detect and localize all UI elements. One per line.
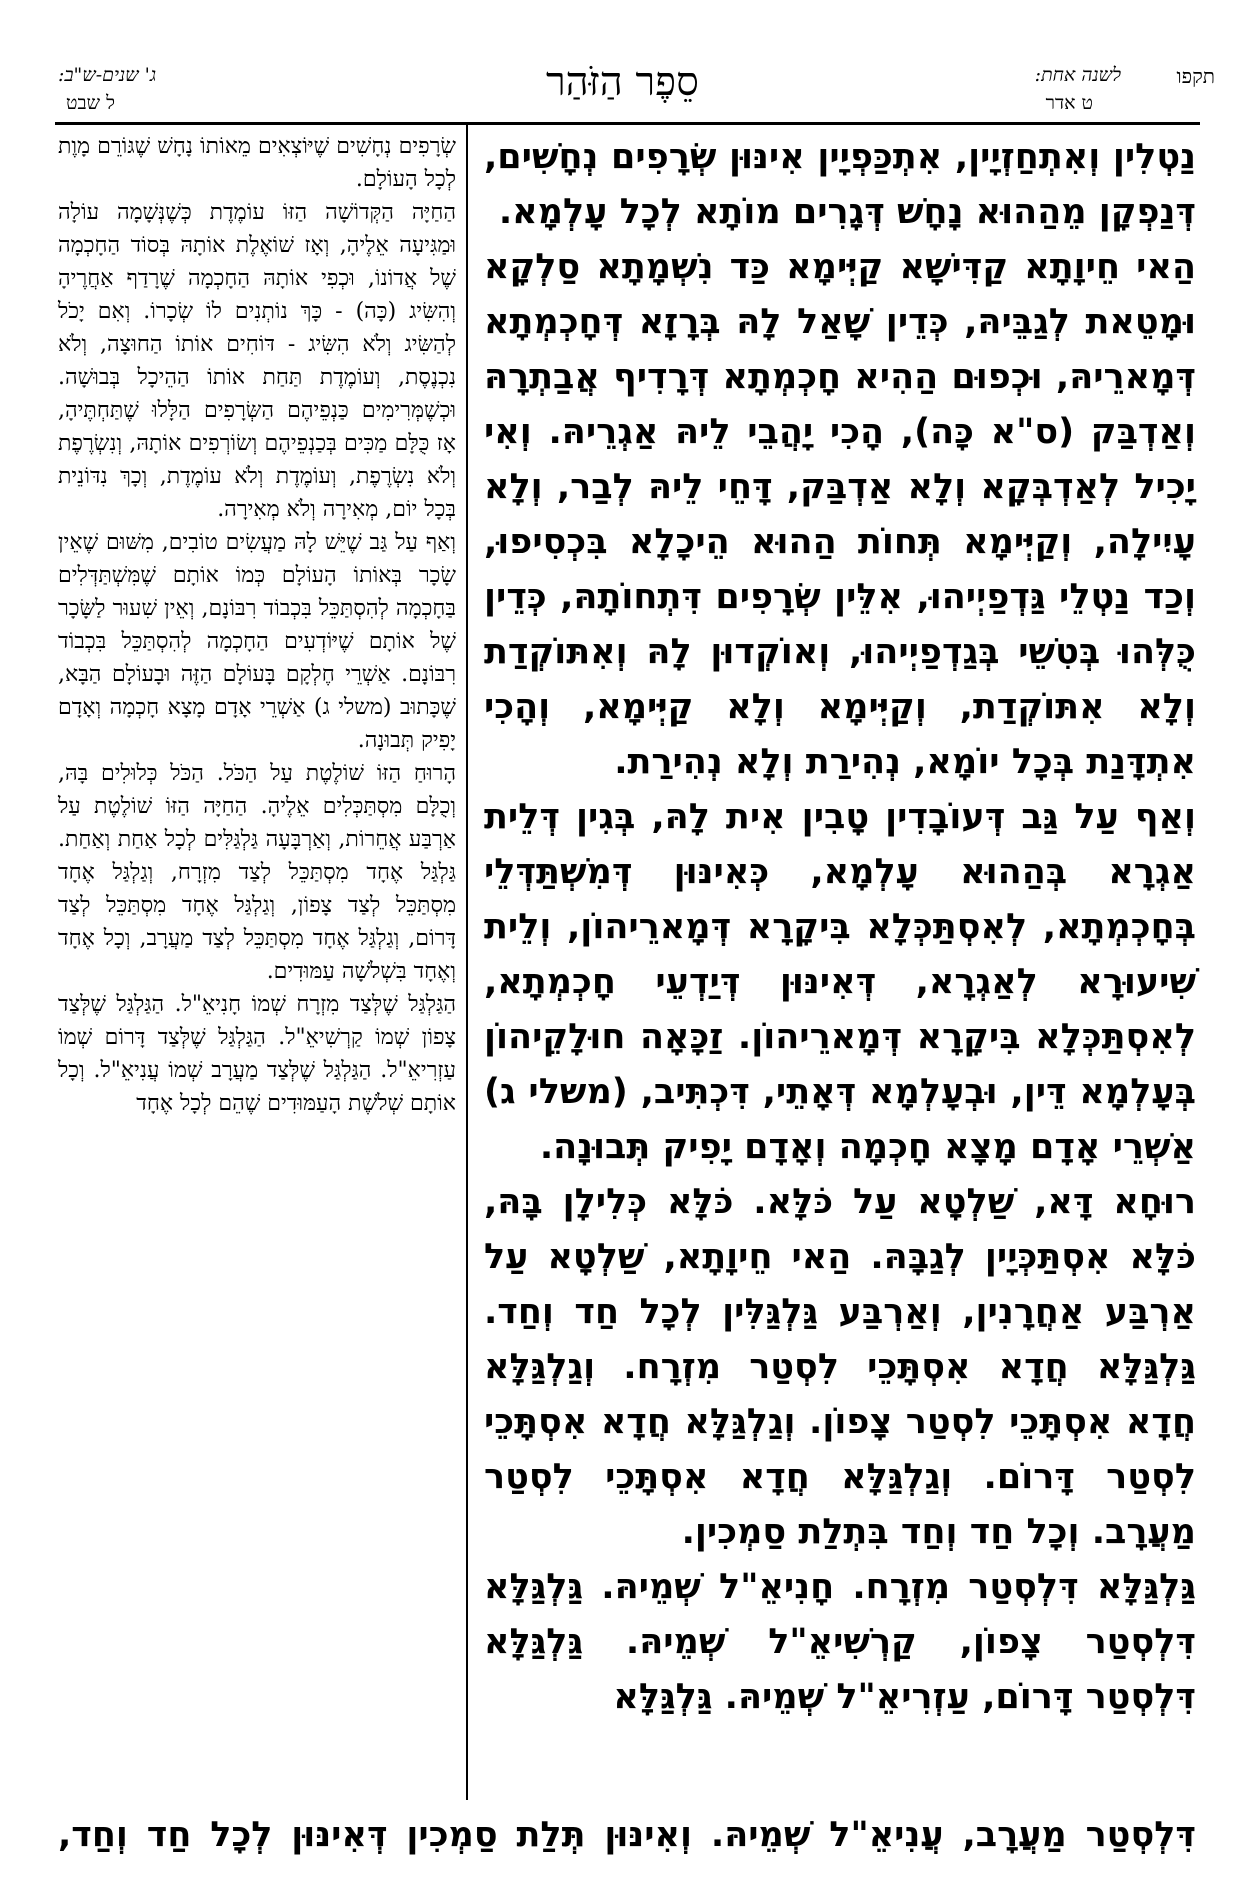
- paragraph: הָרוּחַ הַזּוֹ שׁוֹלֶטֶת עַל הַכֹּל. הַכֹּל כְּלוּלִים בָּהּ, וְכֻלָּם מִסְתַּכְּלִים אֵלֶיהָ. הַחַיָּה הַזּוֹ שׁוֹלֶטֶת עַל אַרְבַּע אֲחֵרוֹת, וְאַרְבָּעָה גַּלְגַּלִּים לְכָל אַחַת וְאַחַת. גַּלְגַּל אֶחָד מִסְתַּכֵּל לְצַד מִזְרָח, וְגַלְגַּל אֶחָד מִסְתַּכֵּל לְצַד צָפוֹן, וְגַלְגַּל אֶחָד מִסְתַּכֵּל לְצַד דָּרוֹם, וְגַלְגַּל אֶחָד מִסְתַּכֵּל לְצַד מַעֲרָב, וְכָל אֶחָד וְאֶחָד בִּשְׁלֹשָׁה עַמּוּדִים.: [58, 761, 456, 984]
- year-label: לשנה אחת:: [1034, 64, 1121, 86]
- header-rule: [55, 122, 1200, 125]
- study-date: ט אדר: [1045, 92, 1093, 114]
- full-width-last-line: דִּלְסְטַר מַעֲרָב, עֲנִיאֵ"ל שְׁמֵיהּ. וְאִינּוּן תְּלַת סַמְכִין דְּאִינּוּן לְכָל חַד וְחַד,: [58, 1815, 1196, 1855]
- paragraph: הַאי חֵיוָתָא קַדִּישָׁא קַיְּימָא כַּד נִשְׁמָתָא סַלְקָא וּמָטֵאת לְגַבֵּיהּ, כְּדֵין שָׁאַל לָהּ בְּרָזָא דְּחָכְמְתָא דְּמָארֵיהּ, וּכְפוּם הַהִיא חָכְמְתָא דְּרָדִיף אֲבַתְרָהּ וְאַדְבַּק (ס"א כָּה), הָכִי יָהֲבֵי לֵיהּ אַגְרֵיהּ. וְאִי יָכִיל לְאַדְבְּקָא וְלָא אַדְבַּק, דָּחֵי לֵיהּ לְבַר, וְלָא עָיִילָה, וְקַיְּימָא תְּחוֹת הַהוּא הֵיכָלָא בִּכְסִיפוּ, וְכַד נַטְלֵי גַּדְפַיְיהוּ, אִלֵּין שְׂרָפִים דִּתְחוֹתָהּ, כְּדֵין כֻּלְּהוּ בְּטִשֵׁי בְּגַדְפַיְיהוּ, וְאוֹקְדוּן לָהּ וְאִתּוֹקְדַת וְלָא אִתּוֹקְדַת, וְקַיְּימָא וְלָא קַיְּימָא, וְהָכִי אִתְדָּנַת בְּכָל יוֹמָא, נְהִירַת וְלָא נְהִירַת.: [484, 247, 1196, 782]
- paragraph: וְאַף עַל גַּב דְּעוֹבָדִין טָבִין אִית לָהּ, בְּגִין דְּלֵית אַגְרָא בְּהַהוּא עָלְמָא, כְּאִינּוּן דְּמִשְׁתַּדְּלֵי בְּחָכְמְתָא, לְאִסְתַּכְּלָא בִּיקָרָא דְּמָארֵיהוֹן, וְלֵית שִׁיעוּרָא לְאַגְרָא, דְּאִינּוּן דְּיַדְעֵי חָכְמְתָא, לְאִסְתַּכְּלָא בִּיקָרָא דְּמָארֵיהוֹן. זַכָּאָה חוּלָקֵיהוֹן בְּעָלְמָא דֵּין, וּבְעָלְמָא דְּאָתֵי, דִּכְתִּיב, (משלי ג) אַשְׁרֵי אָדָם מָצָא חָכְמָה וְאָדָם יָפִיק תְּבוּנָה.: [484, 797, 1196, 1167]
- paragraph: נַטְלִין וְאִתְחַזְיָין, אִתְכַּפְיָין אִינּוּן שְׂרָפִים נְחָשִׁים, דְּנַפְקָן מֵהַהוּא נָחָשׁ דְּגָרִים מוֹתָא לְכָל עָלְמָא.: [484, 137, 1196, 232]
- paragraph: שְׂרָפִים נְחָשִׁים שֶׁיּוֹצְאִים מֵאוֹתוֹ נָחָשׁ שֶׁגּוֹרֵם מָוֶת לְכָל הָעוֹלָם.: [58, 134, 456, 192]
- page-number: תקפו: [1176, 64, 1215, 88]
- aramaic-column: [484, 130, 1196, 1790]
- paragraph: הַגַּלְגַּל שֶׁלְּצַד מִזְרָח שְׁמוֹ חָנִיאֵ"ל. הַגַּלְגַּל שֶׁלְּצַד צָפוֹן שְׁמוֹ קַרְשִׁיאֵ"ל. הַגַּלְגַּל שֶׁלְּצַד דָּרוֹם שְׁמוֹ עַזְרִיאֵ"ל. הַגַּלְגַּל שֶׁלְּצַד מַעֲרָב שְׁמוֹ עֲנִיאֵ"ל. וְכָל אוֹתָם שְׁלֹשֶׁת הָעַמּוּדִים שֶׁהֵם לְכָל אֶחָד: [58, 992, 456, 1116]
- paragraph: גַּלְגַּלָּא דִּלְסְטַר מִזְרָח. חָנִיאֵ"ל שְׁמֵיהּ. גַּלְגַּלָּא דִּלְסְטַר צָפוֹן, קַרְשִׁיאֵ"ל שְׁמֵיהּ. גַּלְגַּלָּא דִּלְסְטַר דָּרוֹם, עַזְרִיאֵ"ל שְׁמֵיהּ. גַּלְגַּלָּא: [484, 1567, 1196, 1717]
- page-header: [0, 58, 1253, 120]
- book-title: סֵפֶר הַזֹּהַר: [546, 59, 699, 105]
- paragraph: הַחַיָּה הַקְּדוֹשָׁה הַזּוֹ עוֹמֶדֶת כְּשֶׁנְּשָׁמָה עוֹלָה וּמַגִּיעָה אֵלֶיהָ, וְאָז שׁוֹאֶלֶת אוֹתָהּ בְּסוֹד הַחָכְמָה שֶׁל אֲדוֹנוֹ, וּכְפִי אוֹתָהּ הַחָכְמָה שֶׁרָדַף אַחֲרֶיהָ וְהִשִּׂיג (כָּה) - כָּךְ נוֹתְנִים לוֹ שְׂכָרוֹ. וְאִם יָכֹל לְהַשִּׂיג וְלֹא הִשִּׂיג - דּוֹחִים אוֹתוֹ הַחוּצָה, וְלֹא נִכְנֶסֶת, וְעוֹמֶדֶת תַּחַת אוֹתוֹ הַהֵיכָל בְּבוּשָׁה. וּכְשֶׁמְּרִימִים כַּנְפֵיהֶם הַשְּׂרָפִים הַלָּלוּ שֶׁתַּחְתֶּיהָ, אָז כֻּלָּם מַכִּים בְּכַנְפֵיהֶם וְשׂוֹרְפִים אוֹתָהּ, וְנִשְׂרֶפֶת וְלֹא נִשְׂרֶפֶת, וְעוֹמֶדֶת וְלֹא עוֹמֶדֶת, וְכָךְ נִדּוֹנֵית בְּכָל יוֹם, מְאִירָה וְלֹא מְאִירָה.: [58, 200, 456, 522]
- range-label: ג' שנים-ש"ב:: [58, 64, 157, 86]
- hebrew-translation-column: [58, 130, 456, 1790]
- column-divider: [466, 125, 468, 1800]
- range-date: ל שבט: [66, 92, 116, 114]
- paragraph: רוּחָא דָּא, שַׁלְטָא עַל כֹּלָּא. כֹּלָּא כְּלִילָן בָּהּ, כֹּלָּא אִסְתַּכְּיָין לְגַבָּהּ. הַאי חֵיוָתָא, שַׁלְטָא עַל אַרְבַּע אַחֲרָנִין, וְאַרְבַּע גַּלְגַּלִּין לְכָל חַד וְחַד. גַּלְגַּלָּא חֲדָא אִסְתָּכֵי לִסְטַר מִזְרָח. וְגַלְגַּלָּא חֲדָא אִסְתָּכֵי לִסְטַר צָפוֹן. וְגַלְגַּלָּא חֲדָא אִסְתָּכֵי לִסְטַר דָּרוֹם. וְגַלְגַּלָּא חֲדָא אִסְתָּכֵי לִסְטַר מַעֲרָב. וְכָל חַד וְחַד בִּתְלַת סַמְכִין.: [484, 1182, 1196, 1552]
- paragraph: וְאַף עַל גַּב שֶׁיֵּשׁ לָהּ מַעֲשִׂים טוֹבִים, מִשּׁוּם שֶׁאֵין שָׂכָר בְּאוֹתוֹ הָעוֹלָם כְּמוֹ אוֹתָם שֶׁמִּשְׁתַּדְּלִים בַּחָכְמָה לְהִסְתַּכֵּל בִּכְבוֹד רִבּוֹנָם, וְאֵין שִׁעוּר לַשָּׂכָר שֶׁל אוֹתָם שֶׁיּוֹדְעִים הַחָכְמָה לְהִסְתַּכֵּל בִּכְבוֹד רִבּוֹנָם. אַשְׁרֵי חֶלְקָם בָּעוֹלָם הַזֶּה וּבָעוֹלָם הַבָּא, שֶׁכָּתוּב (משלי ג) אַשְׁרֵי אָדָם מָצָא חָכְמָה וְאָדָם יָפִיק תְּבוּנָה.: [58, 530, 456, 753]
